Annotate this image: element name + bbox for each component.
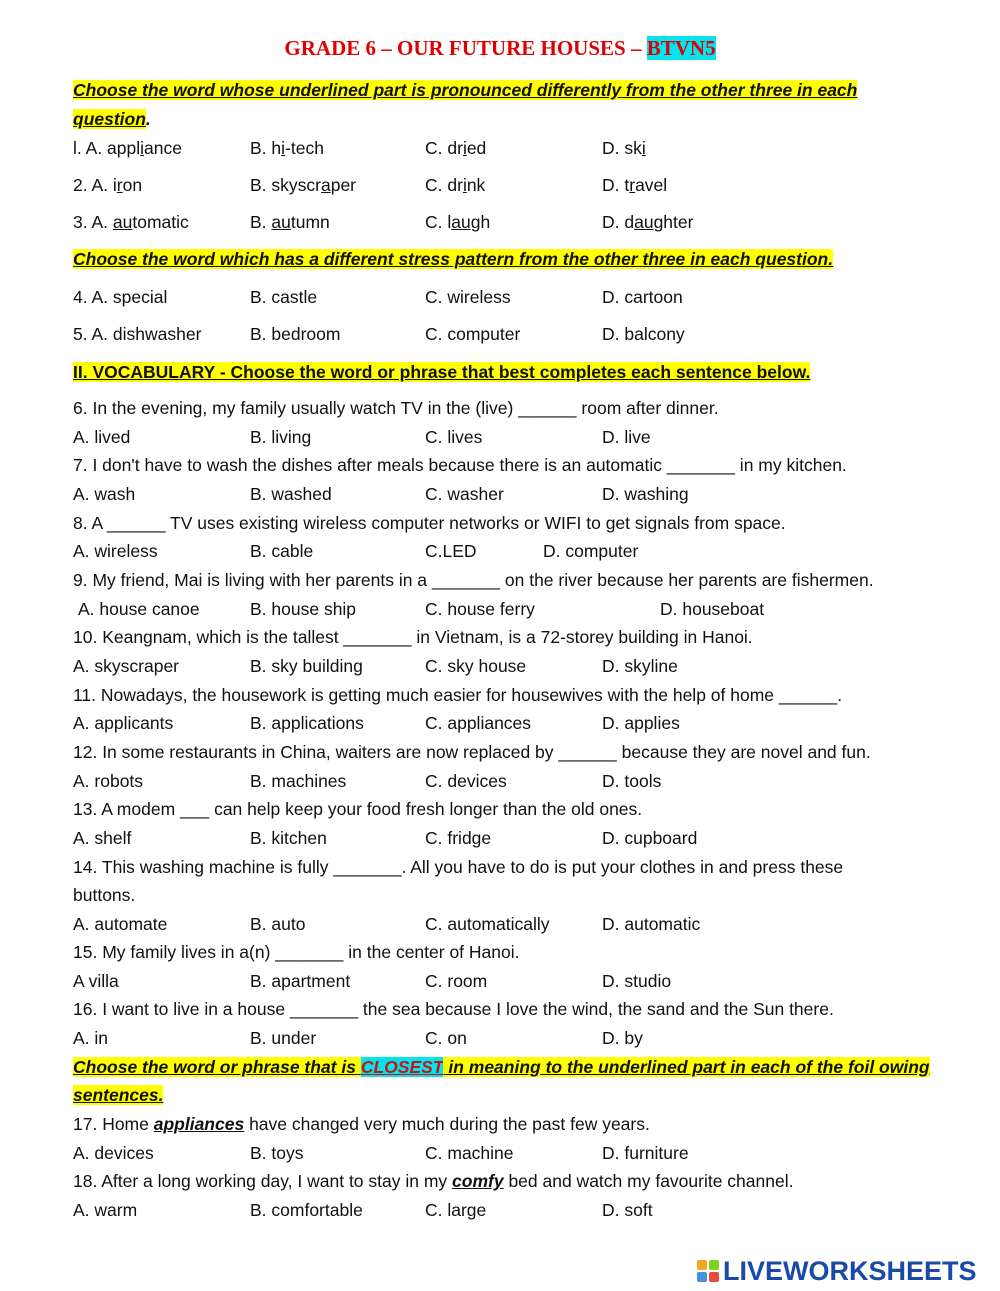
- pronunciation-option: C. drink: [425, 175, 486, 195]
- stress-option: 5. A. dishwasher: [73, 324, 202, 344]
- pronunciation-option: B. hi-tech: [250, 138, 324, 158]
- logo-square: [709, 1272, 719, 1282]
- vocabulary-option: D. by: [602, 1028, 643, 1048]
- vocabulary-option: A. wireless: [73, 541, 158, 561]
- vocabulary-option: A. house canoe: [78, 599, 200, 619]
- underlined-part: a: [320, 175, 331, 195]
- underlined-part: r: [629, 175, 636, 195]
- pronunciation-option: D. daughter: [602, 212, 694, 232]
- pronunciation-option: 3. A. automatic: [73, 212, 189, 232]
- pronunciation-option: 2. A. iron: [73, 175, 143, 195]
- vocabulary-option: C. sky house: [425, 656, 527, 676]
- vocabulary-option: C. room: [425, 971, 488, 991]
- vocabulary-option: A. wash: [73, 484, 136, 504]
- section-closest-heading: Choose the word or phrase that is CLOSEST in meaning to the underlined part in each of the foil owing: [73, 1057, 930, 1077]
- question-text: 11. Nowadays, the housework is getting much easier for housewives with the help of home ______.: [73, 685, 843, 705]
- stress-option: B. bedroom: [250, 324, 341, 344]
- pronunciation-option: B. autumn: [250, 212, 330, 232]
- underlined-word: comfy: [452, 1171, 504, 1191]
- vocabulary-option: D. skyline: [602, 656, 678, 676]
- vocabulary-option: C. fridge: [425, 828, 492, 848]
- closest-option: D. soft: [602, 1200, 653, 1220]
- section-closest-heading-cont: sentences.: [73, 1085, 164, 1105]
- vocabulary-option: B. apartment: [250, 971, 351, 991]
- question-text: 17. Home appliances have changed very much during the past few years.: [73, 1114, 650, 1134]
- pronunciation-option: C. dried: [425, 138, 487, 158]
- vocabulary-option: B. washed: [250, 484, 332, 504]
- vocabulary-option: B. kitchen: [250, 828, 327, 848]
- stress-option: D. balcony: [602, 324, 685, 344]
- stress-option: D. cartoon: [602, 287, 683, 307]
- question-text: 6. In the evening, my family usually watch TV in the (live) ______ room after dinner.: [73, 398, 719, 418]
- vocabulary-option: B. under: [250, 1028, 317, 1048]
- underlined-part: r: [116, 175, 123, 195]
- pronunciation-option: D. travel: [602, 175, 668, 195]
- section-pronunciation-heading-cont: question.: [73, 109, 151, 129]
- underlined-part: i: [140, 138, 145, 158]
- closest-option: B. comfortable: [250, 1200, 363, 1220]
- closest-option: C. large: [425, 1200, 487, 1220]
- question-text-cont: buttons.: [73, 885, 136, 905]
- question-text: 7. I don't have to wash the dishes after meals because there is an automatic _______ in my kitchen.: [73, 455, 847, 475]
- question-text: 15. My family lives in a(n) _______ in the center of Hanoi.: [73, 942, 520, 962]
- question-text: 18. After a long working day, I want to stay in my comfy bed and watch my favourite channel.: [73, 1171, 794, 1191]
- vocabulary-option: C. appliances: [425, 713, 532, 733]
- liveworksheets-logo: [697, 1254, 977, 1288]
- underlined-part: au: [271, 212, 291, 232]
- closest-option: A. devices: [73, 1143, 154, 1163]
- underlined-part: i: [281, 138, 286, 158]
- vocabulary-option: A. applicants: [73, 713, 174, 733]
- vocabulary-option: D. studio: [602, 971, 672, 991]
- vocabulary-option: D. houseboat: [660, 599, 765, 619]
- vocabulary-option: D. washing: [602, 484, 689, 504]
- stress-option: C. wireless: [425, 287, 511, 307]
- underlined-part: i: [462, 175, 467, 195]
- vocabulary-option: C. devices: [425, 771, 507, 791]
- underlined-part: au: [634, 212, 654, 232]
- logo-square: [697, 1272, 707, 1282]
- underlined-word: appliances: [153, 1114, 245, 1134]
- vocabulary-option: B. living: [250, 427, 312, 447]
- vocabulary-option: D. tools: [602, 771, 662, 791]
- underlined-part: au: [451, 212, 471, 232]
- question-text: 12. In some restaurants in China, waiters are now replaced by ______ because they are novel and fun.: [73, 742, 871, 762]
- vocabulary-option: D. cupboard: [602, 828, 698, 848]
- closest-option: C. machine: [425, 1143, 514, 1163]
- pronunciation-option: B. skyscraper: [250, 175, 357, 195]
- vocabulary-option: A. automate: [73, 914, 168, 934]
- question-text: 9. My friend, Mai is living with her parents in a _______ on the river because her parents are fishermen.: [73, 570, 874, 590]
- vocabulary-option: A. skyscraper: [73, 656, 179, 676]
- vocabulary-option: B. cable: [250, 541, 314, 561]
- vocabulary-option: A. robots: [73, 771, 144, 791]
- closest-option: A. warm: [73, 1200, 138, 1220]
- stress-option: 4. A. special: [73, 287, 168, 307]
- closest-option: B. toys: [250, 1143, 304, 1163]
- vocabulary-option: C. automatically: [425, 914, 550, 934]
- section-pronunciation-heading: Choose the word whose underlined part is pronounced differently from the other three in each: [73, 80, 858, 100]
- worksheet-title: [0, 36, 1000, 61]
- stress-option: B. castle: [250, 287, 318, 307]
- vocabulary-option: D. applies: [602, 713, 680, 733]
- vocabulary-option: D. live: [602, 427, 651, 447]
- vocabulary-option: B. house ship: [250, 599, 357, 619]
- logo-icon: [697, 1260, 719, 1282]
- vocabulary-option: C. lives: [425, 427, 483, 447]
- question-text: 14. This washing machine is fully _______. All you have to do is put your clothes in and press these: [73, 857, 844, 877]
- logo-square: [697, 1260, 707, 1270]
- pronunciation-option: C. laugh: [425, 212, 491, 232]
- title-main: GRADE 6 – OUR FUTURE HOUSES –: [284, 36, 647, 60]
- vocabulary-option: D. computer: [543, 541, 639, 561]
- question-text: 13. A modem ___ can help keep your food fresh longer than the old ones.: [73, 799, 643, 819]
- section-stress-heading: Choose the word which has a different stress pattern from the other three in each question.: [73, 249, 834, 269]
- vocabulary-option: C.LED: [425, 541, 477, 561]
- logo-square: [709, 1260, 719, 1270]
- vocabulary-option: B. machines: [250, 771, 347, 791]
- vocabulary-option: A. lived: [73, 427, 131, 447]
- underlined-part: i: [641, 138, 646, 158]
- vocabulary-option: B. applications: [250, 713, 364, 733]
- pronunciation-option: D. ski: [602, 138, 646, 158]
- question-text: 8. A ______ TV uses existing wireless computer networks or WIFI to get signals from space.: [73, 513, 786, 533]
- question-text: 16. I want to live in a house _______ the sea because I love the wind, the sand and the Sun there.: [73, 999, 834, 1019]
- closest-option: D. furniture: [602, 1143, 689, 1163]
- underlined-part: au: [112, 212, 133, 232]
- vocabulary-option: A villa: [73, 971, 119, 991]
- pronunciation-option: l. A. appliance: [73, 138, 182, 158]
- stress-option: C. computer: [425, 324, 521, 344]
- vocabulary-option: C. washer: [425, 484, 504, 504]
- vocabulary-option: D. automatic: [602, 914, 701, 934]
- vocabulary-option: B. auto: [250, 914, 306, 934]
- vocabulary-option: A. in: [73, 1028, 109, 1048]
- underlined-part: i: [462, 138, 467, 158]
- question-text: 10. Keangnam, which is the tallest _______ in Vietnam, is a 72-storey building in Hanoi.: [73, 627, 753, 647]
- section-vocabulary-heading: II. VOCABULARY - Choose the word or phrase that best completes each sentence below.: [73, 362, 811, 382]
- vocabulary-option: A. shelf: [73, 828, 132, 848]
- vocabulary-option: C. on: [425, 1028, 467, 1048]
- vocabulary-option: B. sky building: [250, 656, 363, 676]
- title-code: BTVN5: [646, 36, 716, 60]
- logo-text: LIVEWORKSHEETS: [723, 1255, 977, 1286]
- vocabulary-option: C. house ferry: [425, 599, 535, 619]
